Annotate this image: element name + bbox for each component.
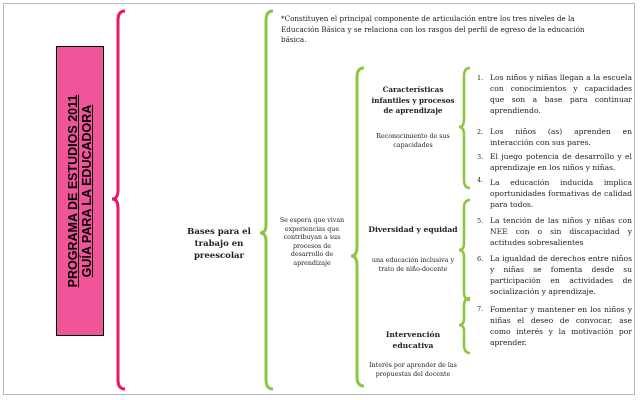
group3-title: Intervención educativa — [385, 330, 441, 350]
item-6-number: 6. — [477, 255, 484, 263]
item-7-number: 7. — [477, 305, 484, 313]
groups-green-bracket — [351, 68, 364, 386]
item-1-number: 1. — [477, 74, 484, 82]
main-pink-bracket — [112, 11, 125, 389]
group1-title: Características infantiles y procesos de aprendizaje — [371, 85, 455, 115]
item-4-text: La educación inducida implica oportunidades formativas de calidad para todos. — [490, 178, 632, 209]
title-box — [56, 46, 104, 336]
group2-title: Diversidad y equidad — [368, 225, 458, 234]
item-4-number: 4. — [477, 176, 484, 184]
item-6-text: La igualdad de derechos entre niños y niñas se fomenta desde su participación en actividades de socialización y aprendizaje. — [490, 254, 632, 296]
group1-items-bracket — [459, 68, 470, 188]
main-node: Bases para el trabajo en preescolar — [187, 227, 251, 261]
intro-text: *Constituyen el principal componente de articulación entre los tres niveles de la Educación Básica y se relaciona con los rasgos del perfil de egreso de la educación básica. — [281, 14, 585, 44]
item-5-number: 5. — [477, 217, 484, 225]
item-1-text: Los niños y niñas llegan a la escuela con conocimientos y capacidades que son a base para continuar aprendiendo. — [490, 73, 632, 115]
item-3-number: 3. — [477, 153, 484, 161]
middle-text: Se espera que vivan experiencias que contribuyan a sus procesos de desarrollo de aprendizaje — [279, 217, 345, 267]
title-line-1: PROGRAMA DE ESTUDIOS 2011 — [66, 94, 80, 288]
group2-items-bracket — [459, 200, 470, 300]
group3-items-bracket — [459, 298, 470, 353]
item-2-number: 2. — [477, 128, 484, 136]
item-2-text: Los niños (as) aprenden en interacción con sus pares. — [490, 127, 632, 147]
group2-subtitle: una educación inclusiva y trato de niño-docente — [371, 257, 455, 273]
item-5-text: La tención de las niños y niñas con NEE con o sin discapacidad y actitudes sobresalientes — [490, 216, 632, 247]
group1-subtitle: Reconocimiento de sus capacidades — [376, 133, 450, 149]
item-3-text: El juego potencia de desarrollo y el aprendizaje en los niños y niñas. — [490, 152, 632, 172]
title-line-2: GUÍA PARA LA EDUCADORA — [80, 104, 94, 278]
group3-subtitle: Interés por aprender de las propuestas del docente — [369, 362, 457, 378]
item-7-text: Fomentar y mantener en los niños y niñas el deseo de convocar, ase como interés y la motivación por aprender. — [490, 305, 632, 347]
bases-green-bracket — [260, 11, 273, 389]
